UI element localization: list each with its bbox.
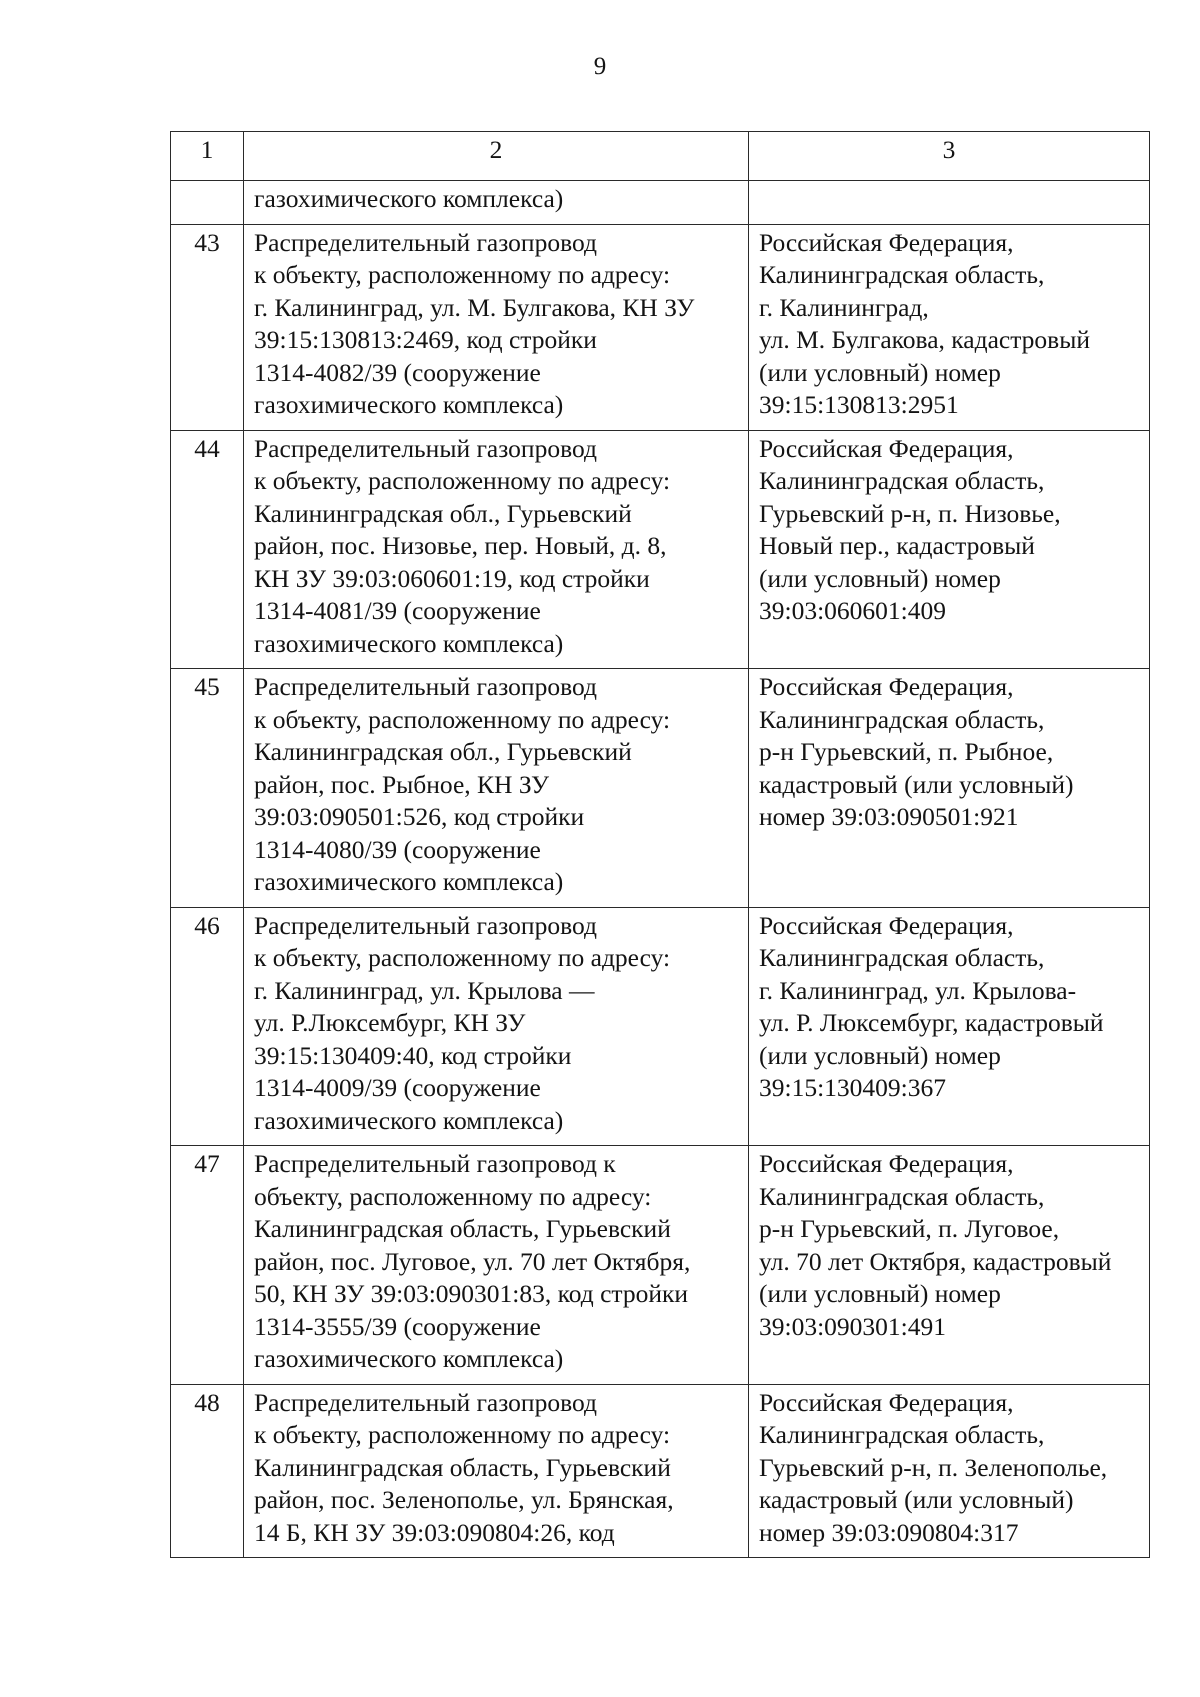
description-line: Распределительный газопровод bbox=[254, 672, 597, 701]
description-line: район, пос. Зеленополье, ул. Брянская, bbox=[254, 1485, 674, 1514]
object-description bbox=[244, 907, 749, 1146]
location-line: Российская Федерация, bbox=[759, 1149, 1014, 1178]
location-line: г. Калининград, ул. Крылова- bbox=[759, 975, 1077, 1005]
description-line: Калининградская область, Гурьевский bbox=[254, 1452, 671, 1482]
location-line: Калининградская область, bbox=[759, 1181, 1045, 1211]
location-line: Российская Федерация, bbox=[759, 910, 1014, 940]
description-line: к объекту, расположенному по адресу: bbox=[254, 1420, 671, 1449]
description-line: к объекту, расположенному по адресу: bbox=[254, 943, 671, 972]
table-row bbox=[171, 224, 1150, 430]
page-number: 9 bbox=[593, 53, 607, 80]
description-line: 39:03:090501:526, код стройки bbox=[254, 802, 585, 831]
table-row-continuation bbox=[171, 181, 1150, 225]
location-line: Калининградская область, bbox=[759, 943, 1045, 972]
description-line: газохимического комплекса) bbox=[254, 628, 564, 658]
description-line: г. Калининград, ул. Крылова — bbox=[254, 975, 595, 1005]
location-line: Российская Федерация, bbox=[759, 227, 1014, 257]
description-line: Распределительный газопровод bbox=[254, 1387, 597, 1417]
description-line: район, пос. Низовье, пер. Новый, д. 8, bbox=[254, 531, 667, 560]
objects-table bbox=[170, 131, 1150, 1558]
location-line: Гурьевский р-н, п. Низовье, bbox=[759, 498, 1061, 528]
description-line: 14 Б, КН ЗУ 39:03:090804:26, код bbox=[254, 1517, 615, 1547]
location-line: (или условный) номер bbox=[759, 563, 1001, 593]
location-line: Российская Федерация, bbox=[759, 1387, 1014, 1417]
description-line: КН ЗУ 39:03:060601:19, код стройки bbox=[254, 563, 650, 593]
description-line: 1314-3555/39 (сооружение bbox=[254, 1311, 541, 1341]
description-line: Калининградская область, Гурьевский bbox=[254, 1214, 671, 1243]
description-line: газохимического комплекса) bbox=[254, 1105, 564, 1135]
row-number: 48 bbox=[171, 1384, 244, 1558]
row-number: 43 bbox=[171, 224, 244, 430]
description-line: г. Калининград, ул. М. Булгакова, КН ЗУ bbox=[254, 292, 695, 322]
object-location bbox=[749, 1146, 1150, 1385]
description-line: 39:15:130813:2469, код стройки bbox=[254, 325, 597, 354]
location-line: ул. М. Булгакова, кадастровый bbox=[759, 325, 1090, 354]
location-line: Российская Федерация, bbox=[759, 672, 1014, 701]
description-line: Распределительный газопровод bbox=[254, 910, 597, 940]
description-line: 39:15:130409:40, код стройки bbox=[254, 1040, 572, 1070]
row-number: 45 bbox=[171, 669, 244, 908]
location-line: Калининградская область, bbox=[759, 1420, 1045, 1449]
row-number: 46 bbox=[171, 907, 244, 1146]
location-line: 39:03:090301:491 bbox=[759, 1311, 947, 1341]
location-line: (или условный) номер bbox=[759, 1279, 1001, 1308]
object-description bbox=[244, 669, 749, 908]
object-location bbox=[749, 669, 1150, 908]
location-line: номер 39:03:090501:921 bbox=[759, 802, 1019, 831]
description-line: к объекту, расположенному по адресу: bbox=[254, 466, 671, 495]
object-location bbox=[749, 1384, 1150, 1558]
row-number: 47 bbox=[171, 1146, 244, 1385]
description-line: Распределительный газопровод к bbox=[254, 1149, 616, 1178]
object-description bbox=[244, 1384, 749, 1558]
location-line: р-н Гурьевский, п. Рыбное, bbox=[759, 737, 1054, 766]
description-line: район, пос. Луговое, ул. 70 лет Октября, bbox=[254, 1246, 691, 1276]
description-line: объекту, расположенному по адресу: bbox=[254, 1181, 652, 1211]
description-line: 1314-4081/39 (сооружение bbox=[254, 596, 541, 625]
table-body bbox=[171, 181, 1150, 1558]
object-location bbox=[749, 907, 1150, 1146]
row-number: 44 bbox=[171, 430, 244, 669]
object-description bbox=[244, 1146, 749, 1385]
description-line: ул. Р.Люксембург, КН ЗУ bbox=[254, 1008, 526, 1037]
location-line: (или условный) номер bbox=[759, 357, 1001, 387]
table-row bbox=[171, 907, 1150, 1146]
location-line: Российская Федерация, bbox=[759, 433, 1014, 463]
table-row bbox=[171, 1146, 1150, 1385]
table-row bbox=[171, 430, 1150, 669]
location-line: г. Калининград, bbox=[759, 292, 929, 322]
object-location bbox=[749, 430, 1150, 669]
location-line: 39:15:130409:367 bbox=[759, 1073, 947, 1102]
row-number bbox=[171, 181, 244, 225]
description-line: к объекту, расположенному по адресу: bbox=[254, 704, 671, 734]
location-line: 39:15:130813:2951 bbox=[759, 390, 959, 419]
location-line: (или условный) номер bbox=[759, 1040, 1001, 1070]
location-line: ул. Р. Люксембург, кадастровый bbox=[759, 1008, 1104, 1037]
location-line: Калининградская область, bbox=[759, 466, 1045, 495]
location-line: р-н Гурьевский, п. Луговое, bbox=[759, 1214, 1060, 1243]
location-line: Новый пер., кадастровый bbox=[759, 531, 1035, 560]
header-col-1: 1 bbox=[171, 132, 244, 181]
object-description bbox=[244, 181, 749, 225]
description-line: Распределительный газопровод bbox=[254, 227, 597, 257]
location-line: кадастровый (или условный) bbox=[759, 769, 1074, 799]
table-row bbox=[171, 669, 1150, 908]
description-line: Калининградская обл., Гурьевский bbox=[254, 737, 632, 766]
table-row bbox=[171, 1384, 1150, 1558]
object-description bbox=[244, 224, 749, 430]
location-line: номер 39:03:090804:317 bbox=[759, 1517, 1019, 1547]
description-line: 1314-4009/39 (сооружение bbox=[254, 1073, 541, 1102]
table-header-row bbox=[171, 132, 1150, 181]
object-description bbox=[244, 430, 749, 669]
description-line: 50, КН ЗУ 39:03:090301:83, код стройки bbox=[254, 1279, 689, 1308]
description-line: Калининградская обл., Гурьевский bbox=[254, 498, 632, 528]
description-line: газохимического комплекса) bbox=[254, 390, 564, 419]
object-location bbox=[749, 181, 1150, 225]
description-line: газохимического комплекса) bbox=[254, 184, 564, 213]
object-location bbox=[749, 224, 1150, 430]
description-line: к объекту, расположенному по адресу: bbox=[254, 260, 671, 289]
description-line: 1314-4080/39 (сооружение bbox=[254, 834, 541, 864]
description-line: газохимического комплекса) bbox=[254, 1344, 564, 1373]
description-line: газохимического комплекса) bbox=[254, 867, 564, 896]
location-line: ул. 70 лет Октября, кадастровый bbox=[759, 1246, 1112, 1276]
location-line: кадастровый (или условный) bbox=[759, 1485, 1074, 1514]
location-line: 39:03:060601:409 bbox=[759, 596, 947, 625]
header-col-2: 2 bbox=[244, 132, 749, 181]
description-line: Распределительный газопровод bbox=[254, 433, 597, 463]
header-col-3: 3 bbox=[749, 132, 1150, 181]
description-line: 1314-4082/39 (сооружение bbox=[254, 357, 541, 387]
description-line: район, пос. Рыбное, КН ЗУ bbox=[254, 769, 550, 799]
location-line: Калининградская область, bbox=[759, 704, 1045, 734]
location-line: Калининградская область, bbox=[759, 260, 1045, 289]
location-line: Гурьевский р-н, п. Зеленополье, bbox=[759, 1452, 1108, 1482]
